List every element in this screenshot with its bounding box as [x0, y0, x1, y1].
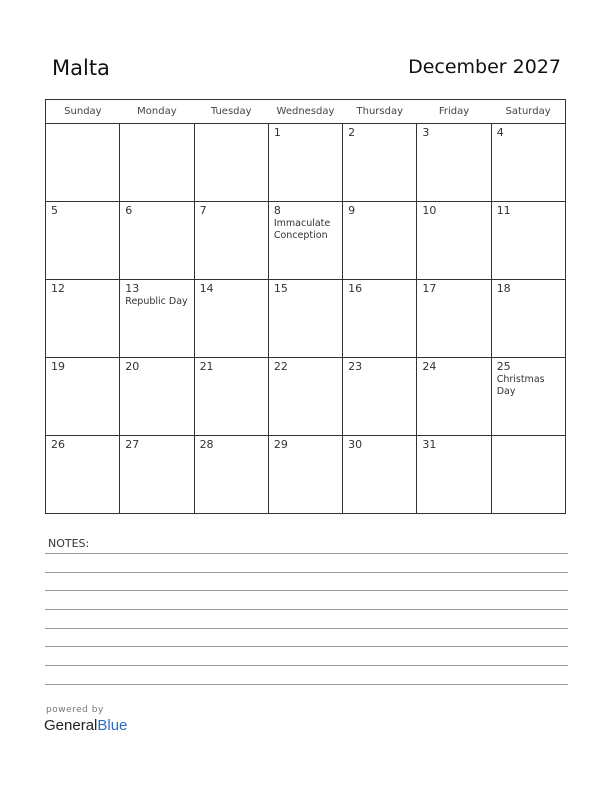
day-number: 20 — [125, 360, 140, 373]
day-number: 29 — [273, 438, 288, 451]
notes-line — [45, 572, 568, 573]
logo-blue-text: Blue — [97, 717, 128, 734]
calendar-week-row — [46, 358, 566, 436]
calendar-day-cell — [343, 202, 417, 280]
day-number: 13 — [125, 282, 140, 295]
notes-line — [45, 609, 568, 610]
day-number: 5 — [51, 204, 58, 217]
powered-by-text: powered by — [46, 705, 104, 715]
day-number: 11 — [496, 204, 511, 217]
calendar-day-cell — [491, 124, 565, 202]
calendar-day-cell — [120, 202, 194, 280]
calendar-grid — [45, 99, 566, 514]
day-number: 2 — [348, 126, 356, 139]
day-number: 30 — [348, 438, 363, 451]
calendar-week-row — [46, 202, 566, 280]
day-number: 3 — [422, 126, 430, 139]
day-number: 4 — [496, 126, 504, 139]
calendar-day-cell — [417, 202, 491, 280]
calendar-day-cell — [491, 436, 565, 514]
notes-label: NOTES: — [48, 537, 90, 550]
holiday-label: Immaculate Conception — [273, 218, 331, 241]
logo-general-text: General — [44, 717, 98, 734]
calendar-day-cell — [46, 280, 120, 358]
day-number: 27 — [125, 438, 140, 451]
calendar-day-cell — [343, 280, 417, 358]
day-number: 19 — [51, 360, 65, 373]
calendar-day-cell — [268, 280, 342, 358]
calendar-day-cell — [268, 124, 342, 202]
calendar-day-cell — [343, 436, 417, 514]
day-number: 16 — [348, 282, 363, 295]
weekday-tuesday: Tuesday — [194, 100, 268, 124]
day-number: 21 — [199, 360, 214, 373]
weekday-thursday: Thursday — [343, 100, 417, 124]
calendar-day-cell — [491, 202, 565, 280]
calendar-day-cell — [46, 358, 120, 436]
day-number: 9 — [348, 204, 356, 217]
calendar-day-cell — [120, 280, 194, 358]
notes-line — [45, 646, 568, 647]
calendar-day-cell — [268, 436, 342, 514]
generalblue-logo — [44, 717, 127, 734]
calendar-day-cell — [194, 280, 268, 358]
holiday-label: Christmas Day — [496, 374, 545, 397]
day-number: 22 — [273, 360, 288, 373]
calendar-day-cell — [120, 436, 194, 514]
weekday-friday: Friday — [417, 100, 491, 124]
notes-line — [45, 628, 568, 629]
day-number: 25 — [496, 360, 511, 373]
calendar-day-cell — [417, 436, 491, 514]
calendar-day-cell — [268, 358, 342, 436]
calendar-week-row — [46, 124, 566, 202]
calendar-day-cell — [194, 436, 268, 514]
country-title: Malta — [52, 56, 110, 80]
month-year-title: December 2027 — [408, 56, 561, 78]
day-number: 8 — [273, 204, 281, 217]
calendar-day-cell — [343, 124, 417, 202]
calendar-day-cell — [417, 280, 491, 358]
calendar-day-cell — [491, 280, 565, 358]
calendar-week-row — [46, 280, 566, 358]
notes-line — [45, 590, 568, 591]
day-number: 1 — [273, 126, 281, 139]
calendar-day-cell — [194, 358, 268, 436]
day-number: 14 — [199, 282, 214, 295]
day-number: 26 — [51, 438, 65, 451]
weekday-header-row — [46, 100, 566, 124]
weekday-monday: Monday — [120, 100, 194, 124]
day-number: 28 — [199, 438, 214, 451]
calendar-day-cell — [120, 358, 194, 436]
day-number: 17 — [422, 282, 437, 295]
weekday-saturday: Saturday — [491, 100, 565, 124]
calendar-day-cell — [491, 358, 565, 436]
calendar-week-row — [46, 436, 566, 514]
day-number: 10 — [422, 204, 437, 217]
calendar-day-cell — [417, 358, 491, 436]
weekday-wednesday: Wednesday — [268, 100, 342, 124]
day-number: 12 — [51, 282, 65, 295]
calendar-day-cell — [46, 124, 120, 202]
notes-line — [45, 665, 568, 666]
day-number: 7 — [199, 204, 207, 217]
day-number: 31 — [422, 438, 437, 451]
weekday-sunday: Sunday — [46, 100, 120, 124]
calendar-day-cell — [417, 124, 491, 202]
day-number: 18 — [496, 282, 511, 295]
notes-line — [45, 684, 568, 685]
calendar-day-cell — [343, 358, 417, 436]
day-number: 23 — [348, 360, 363, 373]
day-number: 24 — [422, 360, 437, 373]
calendar-day-cell — [268, 202, 342, 280]
holiday-label: Republic Day — [125, 296, 188, 307]
calendar-day-cell — [46, 202, 120, 280]
calendar-day-cell — [194, 124, 268, 202]
calendar-day-cell — [46, 436, 120, 514]
day-number: 6 — [125, 204, 133, 217]
day-number: 15 — [273, 282, 288, 295]
notes-line — [45, 553, 568, 554]
calendar-day-cell — [194, 202, 268, 280]
calendar-day-cell — [120, 124, 194, 202]
